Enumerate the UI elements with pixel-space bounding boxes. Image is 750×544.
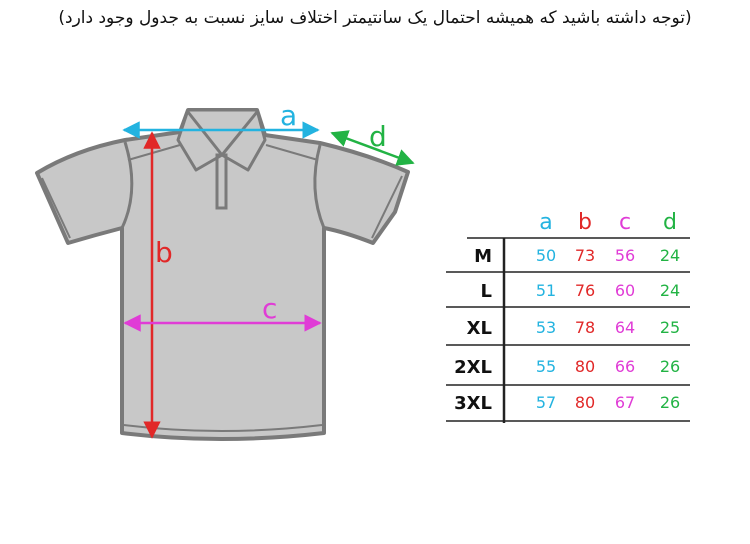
size-label: XL	[466, 318, 492, 339]
value-a: 50	[535, 246, 557, 265]
value-d: 24	[659, 246, 681, 265]
value-d: 26	[659, 393, 681, 412]
value-b: 73	[574, 246, 596, 265]
value-a: 51	[535, 281, 557, 300]
value-a: 55	[535, 357, 557, 376]
table-row-3xl	[0, 393, 750, 423]
dimension-c-label: c	[262, 292, 278, 325]
dimension-d-label: d	[369, 120, 387, 153]
size-label: M	[474, 246, 492, 267]
column-header-c: c	[618, 210, 632, 235]
table-row-xl	[0, 318, 750, 348]
value-b: 78	[574, 318, 596, 337]
value-b: 76	[574, 281, 596, 300]
value-a: 53	[535, 318, 557, 337]
dimension-b-label: b	[155, 236, 173, 269]
dimension-a-label: a	[280, 99, 298, 132]
value-c: 56	[614, 246, 636, 265]
value-d: 25	[659, 318, 681, 337]
value-c: 67	[614, 393, 636, 412]
value-c: 64	[614, 318, 636, 337]
value-c: 66	[614, 357, 636, 376]
size-label: 2XL	[454, 357, 492, 378]
table-row-l	[0, 281, 750, 311]
value-d: 24	[659, 281, 681, 300]
column-header-d: d	[663, 210, 677, 235]
value-d: 26	[659, 357, 681, 376]
value-b: 80	[574, 393, 596, 412]
value-b: 80	[574, 357, 596, 376]
column-header-b: b	[578, 210, 592, 235]
size-label: L	[480, 281, 492, 302]
value-a: 57	[535, 393, 557, 412]
table-row-m	[0, 246, 750, 276]
size-label: 3XL	[454, 393, 492, 414]
column-header-a: a	[539, 210, 553, 235]
table-row-2xl	[0, 357, 750, 387]
disclaimer-note: (توجه داشته باشید که همیشه احتمال یک سانتیمتر اختلاف سایز نسبت به جدول وجود دارد)	[58, 8, 692, 28]
value-c: 60	[614, 281, 636, 300]
